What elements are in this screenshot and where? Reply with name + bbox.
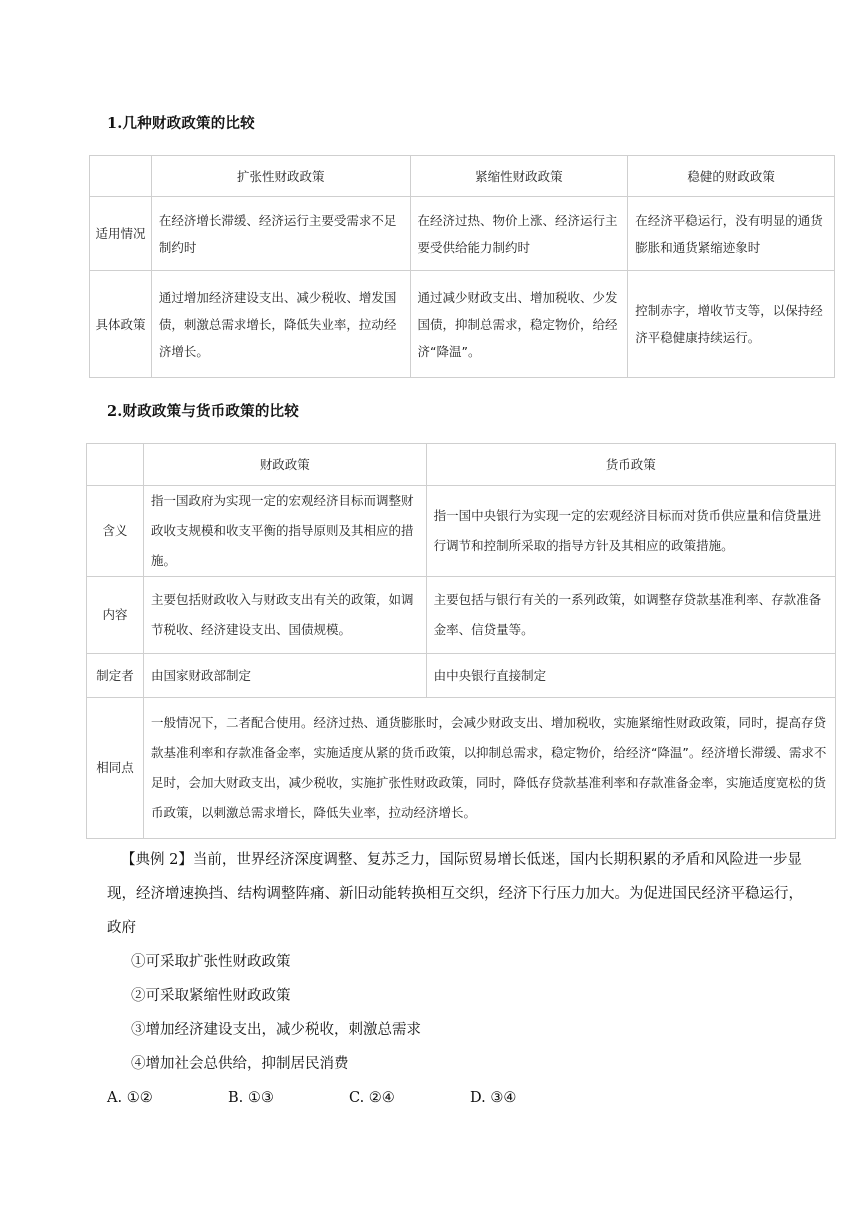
row-label-content: 内容 [87,577,144,654]
answer-choice-d: D. ③④ [470,1090,517,1106]
row-label-maker: 制定者 [87,654,144,698]
fiscal-monetary-comparison-table [86,443,836,839]
row-label-meaning: 含义 [87,486,144,577]
header-expansionary: 扩张性财政政策 [151,156,410,197]
table-header-row [90,156,835,197]
table-cell: 由国家财政部制定 [143,654,426,698]
table-row [87,698,836,839]
table-cell: 在经济增长滞缓、经济运行主要受需求不足制约时 [151,197,410,271]
table-row [87,486,836,577]
table-row [90,197,835,271]
table-row [87,577,836,654]
header-monetary-policy: 货币政策 [426,444,835,486]
table-header-row [87,444,836,486]
header-cell-empty [90,156,152,197]
table-cell: 通过减少财政支出、增加税收、少发国债，抑制总需求，稳定物价，给经济“降温”。 [410,271,628,378]
table-cell-merged: 一般情况下，二者配合使用。经济过热、通货膨胀时，会减少财政支出、增加税收，实施紧缩性财政政策，同时，提高存贷款基准利率和存款准备金率，实施适度从紧的货币政策，以抑制总需求，稳定物价，给经济“降温”。经济增长滞缓、需求不足时，会加大财政支出，减少税收，实施扩张性财政政策，同时，降低存贷款基准利率和存款准备金率，实施适度宽松的货币政策，以刺激总需求增长，降低失业率，拉动经济增长。 [143,698,835,839]
answer-choice-a: A. ①② [107,1090,153,1106]
header-fiscal-policy: 财政政策 [143,444,426,486]
option-3: ③增加经济建设支出，减少税收，刺激总需求 [131,1022,421,1038]
section2-title: 2.财政政策与货币政策的比较 [107,403,299,420]
answer-choice-b: B. ①③ [228,1090,274,1106]
table-row [87,654,836,698]
answer-choices [107,1081,807,1115]
option-2: ②可采取紧缩性财政政策 [131,988,291,1004]
option-4: ④增加社会总供给，抑制居民消费 [131,1056,349,1072]
table-cell: 指一国中央银行为实现一定的宏观经济目标而对货币供应量和信贷量进行调节和控制所采取的指导方针及其相应的政策措施。 [426,486,835,577]
question-stem: 【典例 2】当前，世界经济深度调整、复苏乏力，国际贸易增长低迷，国内长期积累的矛盾和风险进一步显现，经济增速换挡、结构调整阵痛、新旧动能转换相互交织，经济下行压力加大。为促进国民经济平稳运行，政府 [107,852,803,936]
header-contractionary: 紧缩性财政政策 [410,156,628,197]
option-1: ①可采取扩张性财政政策 [131,954,291,970]
table-cell: 主要包括与银行有关的一系列政策，如调整存贷款基准利率、存款准备金率、信贷量等。 [426,577,835,654]
table-cell: 主要包括财政收入与财政支出有关的政策，如调节税收、经济建设支出、国债规模。 [143,577,426,654]
table-cell: 指一国政府为实现一定的宏观经济目标而调整财政收支规模和收支平衡的指导原则及其相应的措施。 [143,486,426,577]
row-label-specific-policy: 具体政策 [90,271,152,378]
table-cell: 在经济过热、物价上涨、经济运行主要受供给能力制约时 [410,197,628,271]
table-cell: 由中央银行直接制定 [426,654,835,698]
section1-title: 1.几种财政政策的比较 [107,115,255,132]
example-question [107,843,807,1115]
table-cell: 通过增加经济建设支出、减少税收、增发国债，刺激总需求增长，降低失业率，拉动经济增长。 [151,271,410,378]
header-cell-empty [87,444,144,486]
table-cell: 控制赤字，增收节支等，以保持经济平稳健康持续运行。 [628,271,835,378]
fiscal-policy-comparison-table [89,155,835,378]
row-label-applicable: 适用情况 [90,197,152,271]
table-row [90,271,835,378]
row-label-similarity: 相同点 [87,698,144,839]
table-cell: 在经济平稳运行，没有明显的通货膨胀和通货紧缩迹象时 [628,197,835,271]
answer-choice-c: C. ②④ [349,1090,395,1106]
header-prudent: 稳健的财政政策 [628,156,835,197]
